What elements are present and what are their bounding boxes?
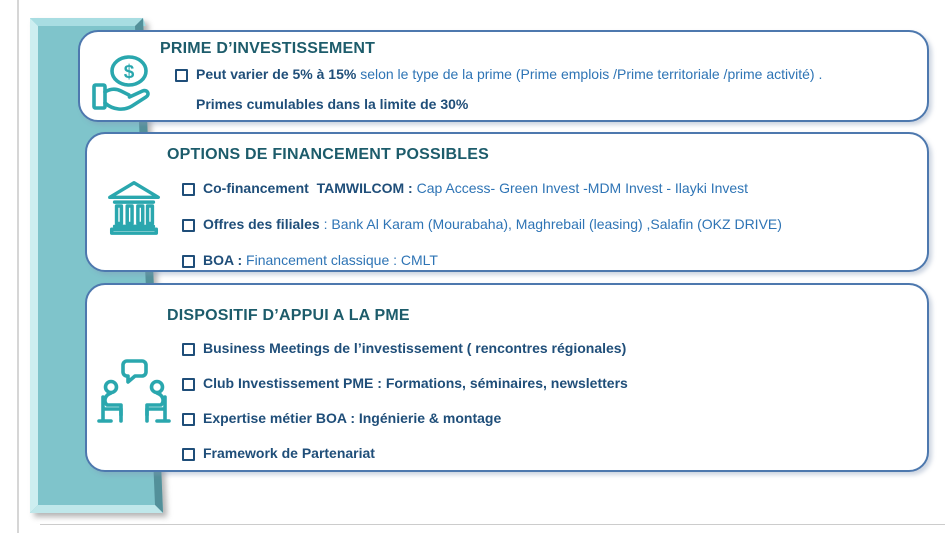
item-text: Club Investissement PME : Formations, séminaires, newsletters	[203, 375, 628, 391]
bullet-item	[182, 215, 917, 234]
bullet-item	[196, 95, 917, 114]
bullet-item	[182, 179, 917, 198]
checkbox-bullet-icon	[182, 448, 195, 461]
card-options-financement	[85, 132, 929, 272]
svg-text:$: $	[123, 62, 135, 83]
card-title: DISPOSITIF D’APPUI A LA PME	[167, 307, 410, 324]
item-text: Framework de Partenariat	[203, 445, 375, 461]
card-title: PRIME D’INVESTISSEMENT	[160, 40, 376, 57]
item-text: Primes cumulables dans la limite de 30%	[196, 96, 469, 112]
hand-holding-dollar-icon	[88, 54, 160, 123]
checkbox-bullet-icon	[182, 255, 195, 268]
checkbox-bullet-icon	[182, 219, 195, 232]
card-dispositif-appui-pme	[85, 283, 929, 472]
item-text: Co-financement TAMWILCOM : Cap Access- Green Invest -MDM Invest - Ilayki Invest	[203, 180, 749, 196]
bank-icon	[103, 176, 165, 243]
bullet-item	[182, 339, 917, 358]
checkbox-bullet-icon	[175, 69, 188, 82]
item-text: Offres des filiales : Bank Al Karam (Mourabaha), Maghrebail (leasing) ,Salafin (OKZ DRIVE)	[203, 216, 782, 232]
card-prime-investissement	[78, 30, 929, 122]
bullet-item	[182, 444, 917, 463]
bullet-item	[182, 251, 917, 270]
bullet-item	[182, 374, 917, 393]
card-title: OPTIONS DE FINANCEMENT POSSIBLES	[167, 146, 489, 163]
checkbox-bullet-icon	[182, 183, 195, 196]
item-text: Business Meetings de l’investissement ( rencontres régionales)	[203, 340, 627, 356]
card-items	[175, 65, 917, 125]
bullet-item	[175, 65, 917, 84]
card-items	[182, 339, 917, 479]
card-items	[182, 179, 917, 287]
item-text: Peut varier de 5% à 15% selon le type de la prime (Prime emplois /Prime territoriale /prime activité) .	[196, 66, 823, 82]
item-text: Expertise métier BOA : Ingénierie & montage	[203, 410, 502, 426]
bullet-item	[182, 409, 917, 428]
people-meeting-icon	[95, 355, 173, 436]
checkbox-bullet-icon	[182, 343, 195, 356]
item-text: BOA : Financement classique : CMLT	[203, 252, 438, 268]
checkbox-bullet-icon	[182, 378, 195, 391]
checkbox-bullet-icon	[182, 413, 195, 426]
